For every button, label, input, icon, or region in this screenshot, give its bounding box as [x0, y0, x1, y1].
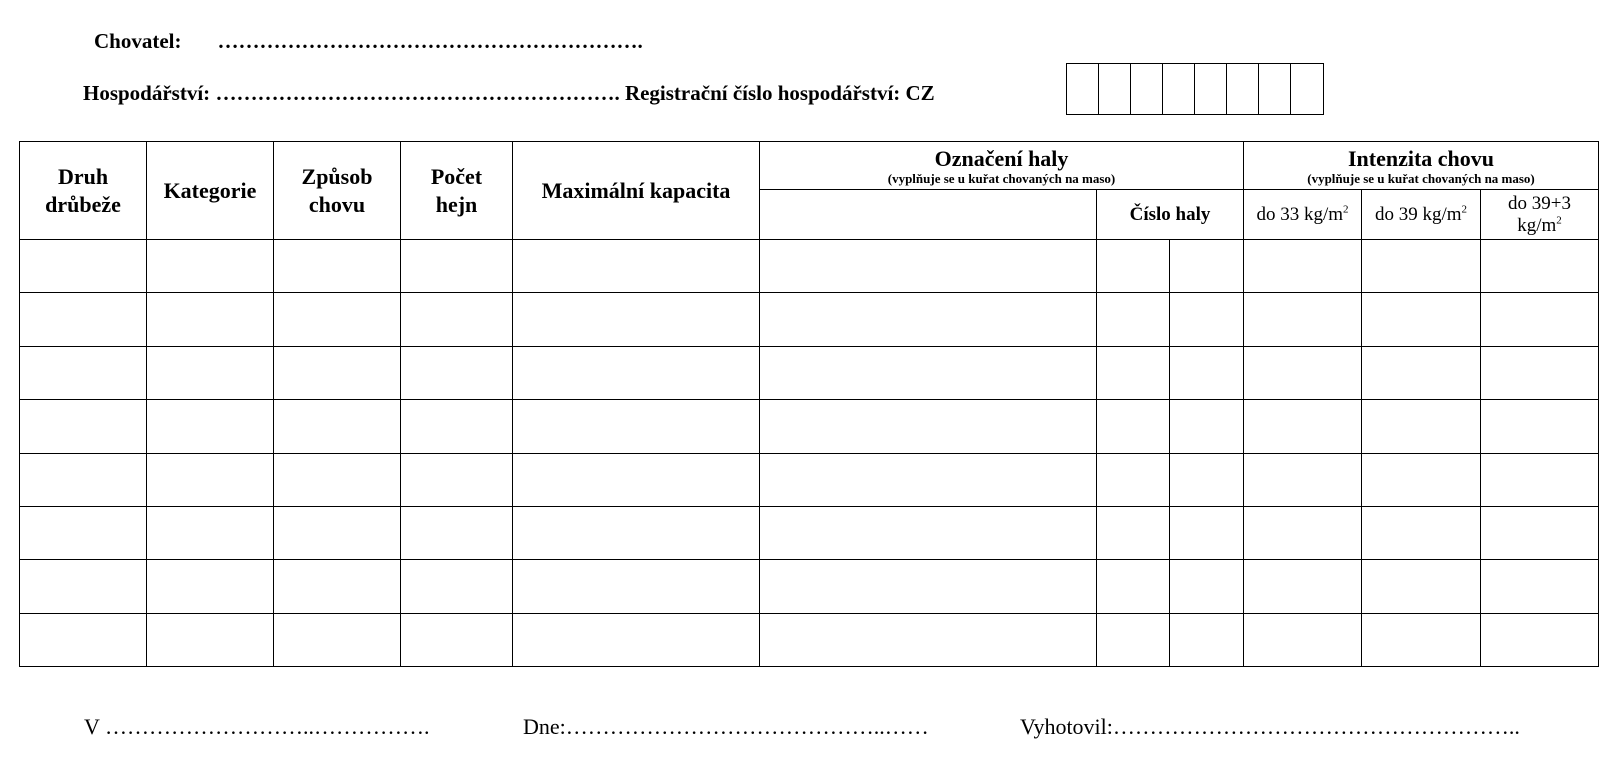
table-cell[interactable]	[1170, 240, 1244, 293]
table-cell[interactable]	[274, 293, 401, 346]
registration-prefix: CZ	[905, 81, 935, 105]
table-cell[interactable]	[401, 613, 513, 666]
table-cell[interactable]	[147, 293, 274, 346]
table-cell[interactable]	[1481, 506, 1599, 559]
table-cell[interactable]	[147, 240, 274, 293]
table-cell[interactable]	[513, 453, 760, 506]
breeder-field[interactable]: …………………………………………………….	[217, 29, 643, 53]
table-cell[interactable]	[1097, 613, 1170, 666]
table-cell[interactable]	[401, 346, 513, 399]
table-cell[interactable]	[274, 346, 401, 399]
intensity-group-title: Intenzita chovu	[1347, 145, 1495, 171]
author-field[interactable]: Vyhotovil:………………………………………………..	[1020, 714, 1520, 739]
hall-group-note: (vyplňuje se u kuřat chovaných na maso)	[887, 171, 1116, 187]
table-cell[interactable]	[1097, 506, 1170, 559]
table-cell[interactable]	[513, 346, 760, 399]
col-header-method: Způsob chovu	[274, 142, 401, 240]
table-cell[interactable]	[20, 240, 147, 293]
table-cell[interactable]	[513, 560, 760, 613]
table-cell[interactable]	[401, 506, 513, 559]
registration-digit-box[interactable]	[1259, 64, 1291, 114]
table-cell[interactable]	[147, 613, 274, 666]
table-cell[interactable]	[1481, 400, 1599, 453]
table-cell[interactable]	[1481, 453, 1599, 506]
table-cell[interactable]	[1362, 560, 1481, 613]
table-cell[interactable]	[20, 293, 147, 346]
table-body	[20, 240, 1599, 667]
table-cell[interactable]	[147, 506, 274, 559]
table-cell[interactable]	[1097, 453, 1170, 506]
table-cell[interactable]	[1244, 506, 1362, 559]
table-cell[interactable]	[1097, 240, 1170, 293]
table-cell[interactable]	[1244, 293, 1362, 346]
farm-line	[83, 81, 935, 106]
col-header-intensity-39: do 39 $kg/m^2$	[1362, 190, 1481, 240]
breeder-label: Chovatel:	[94, 29, 182, 53]
col-header-hall-number: Číslo haly	[1097, 190, 1244, 240]
registration-digit-box[interactable]	[1195, 64, 1227, 114]
table-row	[20, 400, 1599, 453]
table-cell[interactable]	[1481, 613, 1599, 666]
table-cell[interactable]	[760, 613, 1097, 666]
table-cell[interactable]	[20, 560, 147, 613]
col-header-intensity-39-plus-3: do 39+3 $kg/m^2$	[1481, 190, 1599, 240]
table-cell[interactable]	[401, 453, 513, 506]
table-cell[interactable]	[274, 613, 401, 666]
breeder-line	[94, 29, 643, 54]
table-cell[interactable]	[1481, 560, 1599, 613]
table-cell[interactable]	[513, 613, 760, 666]
table-cell[interactable]	[760, 293, 1097, 346]
table-cell[interactable]	[20, 346, 147, 399]
table-cell[interactable]	[1362, 453, 1481, 506]
table-cell[interactable]	[274, 453, 401, 506]
registration-digit-box[interactable]	[1131, 64, 1163, 114]
farm-label: Hospodářství:	[83, 81, 211, 105]
table-cell[interactable]	[20, 613, 147, 666]
table-cell[interactable]	[147, 400, 274, 453]
table-cell[interactable]	[274, 240, 401, 293]
table-row	[20, 293, 1599, 346]
table-cell[interactable]	[760, 400, 1097, 453]
table-cell[interactable]	[401, 293, 513, 346]
table-cell[interactable]	[1244, 400, 1362, 453]
col-header-intensity-33: do 33 $kg/m^2$	[1244, 190, 1362, 240]
table-cell[interactable]	[147, 346, 274, 399]
table-cell[interactable]	[147, 453, 274, 506]
table-cell[interactable]	[1362, 400, 1481, 453]
table-row	[20, 240, 1599, 293]
col-header-hall-label	[760, 190, 1097, 240]
table-cell[interactable]	[1244, 346, 1362, 399]
col-group-intensity	[1244, 142, 1599, 190]
table-cell[interactable]	[1097, 293, 1170, 346]
registration-digit-box[interactable]	[1291, 64, 1323, 114]
table-cell[interactable]	[760, 240, 1097, 293]
date-field[interactable]: Dne:……………………………………..……	[523, 714, 929, 739]
table-row	[20, 346, 1599, 399]
table-cell[interactable]	[1170, 293, 1244, 346]
table-cell[interactable]	[1362, 240, 1481, 293]
table-cell[interactable]	[274, 400, 401, 453]
table-cell[interactable]	[1244, 453, 1362, 506]
table-cell[interactable]	[1097, 400, 1170, 453]
hall-group-title: Označení haly	[934, 145, 1069, 171]
table-cell[interactable]	[401, 560, 513, 613]
table-cell[interactable]	[1362, 506, 1481, 559]
col-group-hall	[760, 142, 1244, 190]
table-cell[interactable]	[1244, 613, 1362, 666]
col-header-species: Druh drůbeže	[20, 142, 147, 240]
table-cell[interactable]	[274, 560, 401, 613]
table-cell[interactable]	[1170, 560, 1244, 613]
registration-digit-box[interactable]	[1227, 64, 1259, 114]
table-cell[interactable]	[760, 453, 1097, 506]
farm-field[interactable]: ………………………………………………….	[215, 81, 620, 105]
table-cell[interactable]	[274, 506, 401, 559]
registration-digit-box[interactable]	[1099, 64, 1131, 114]
table-cell[interactable]	[1170, 346, 1244, 399]
intensity-group-note: (vyplňuje se u kuřat chovaných na maso)	[1307, 171, 1535, 187]
table-cell[interactable]	[1362, 293, 1481, 346]
footer	[0, 714, 1611, 744]
place-field[interactable]: V ………………………..…………….	[84, 714, 430, 739]
table-cell[interactable]	[1097, 560, 1170, 613]
table-row	[20, 506, 1599, 559]
table-cell[interactable]	[1170, 400, 1244, 453]
table-cell[interactable]	[513, 293, 760, 346]
table-cell[interactable]	[1244, 560, 1362, 613]
table-cell[interactable]	[1481, 293, 1599, 346]
table-cell[interactable]	[20, 453, 147, 506]
table-cell[interactable]	[401, 400, 513, 453]
poultry-table	[19, 141, 1599, 667]
table-cell[interactable]	[1362, 613, 1481, 666]
table-cell[interactable]	[1170, 613, 1244, 666]
table-cell[interactable]	[760, 560, 1097, 613]
table-cell[interactable]	[1481, 346, 1599, 399]
table-cell[interactable]	[1244, 240, 1362, 293]
table-cell[interactable]	[20, 400, 147, 453]
table-cell[interactable]	[147, 560, 274, 613]
table-cell[interactable]	[1170, 453, 1244, 506]
table-cell[interactable]	[513, 400, 760, 453]
table-cell[interactable]	[1170, 506, 1244, 559]
table-cell[interactable]	[513, 240, 760, 293]
table-cell[interactable]	[1481, 240, 1599, 293]
table-cell[interactable]	[513, 506, 760, 559]
registration-digit-box[interactable]	[1067, 64, 1099, 114]
registration-label: Registrační číslo hospodářství:	[624, 81, 901, 105]
table-cell[interactable]	[20, 506, 147, 559]
table-row	[20, 560, 1599, 613]
table-cell[interactable]	[1097, 346, 1170, 399]
table-cell[interactable]	[401, 240, 513, 293]
table-cell[interactable]	[760, 346, 1097, 399]
registration-digit-box[interactable]	[1163, 64, 1195, 114]
col-header-category: Kategorie	[147, 142, 274, 240]
col-header-flocks: Počet hejn	[401, 142, 513, 240]
col-header-capacity: Maximální kapacita	[513, 142, 760, 240]
table-cell[interactable]	[760, 506, 1097, 559]
table-row	[20, 613, 1599, 666]
table-cell[interactable]	[1362, 346, 1481, 399]
registration-number-boxes	[1066, 63, 1324, 115]
table-row	[20, 453, 1599, 506]
